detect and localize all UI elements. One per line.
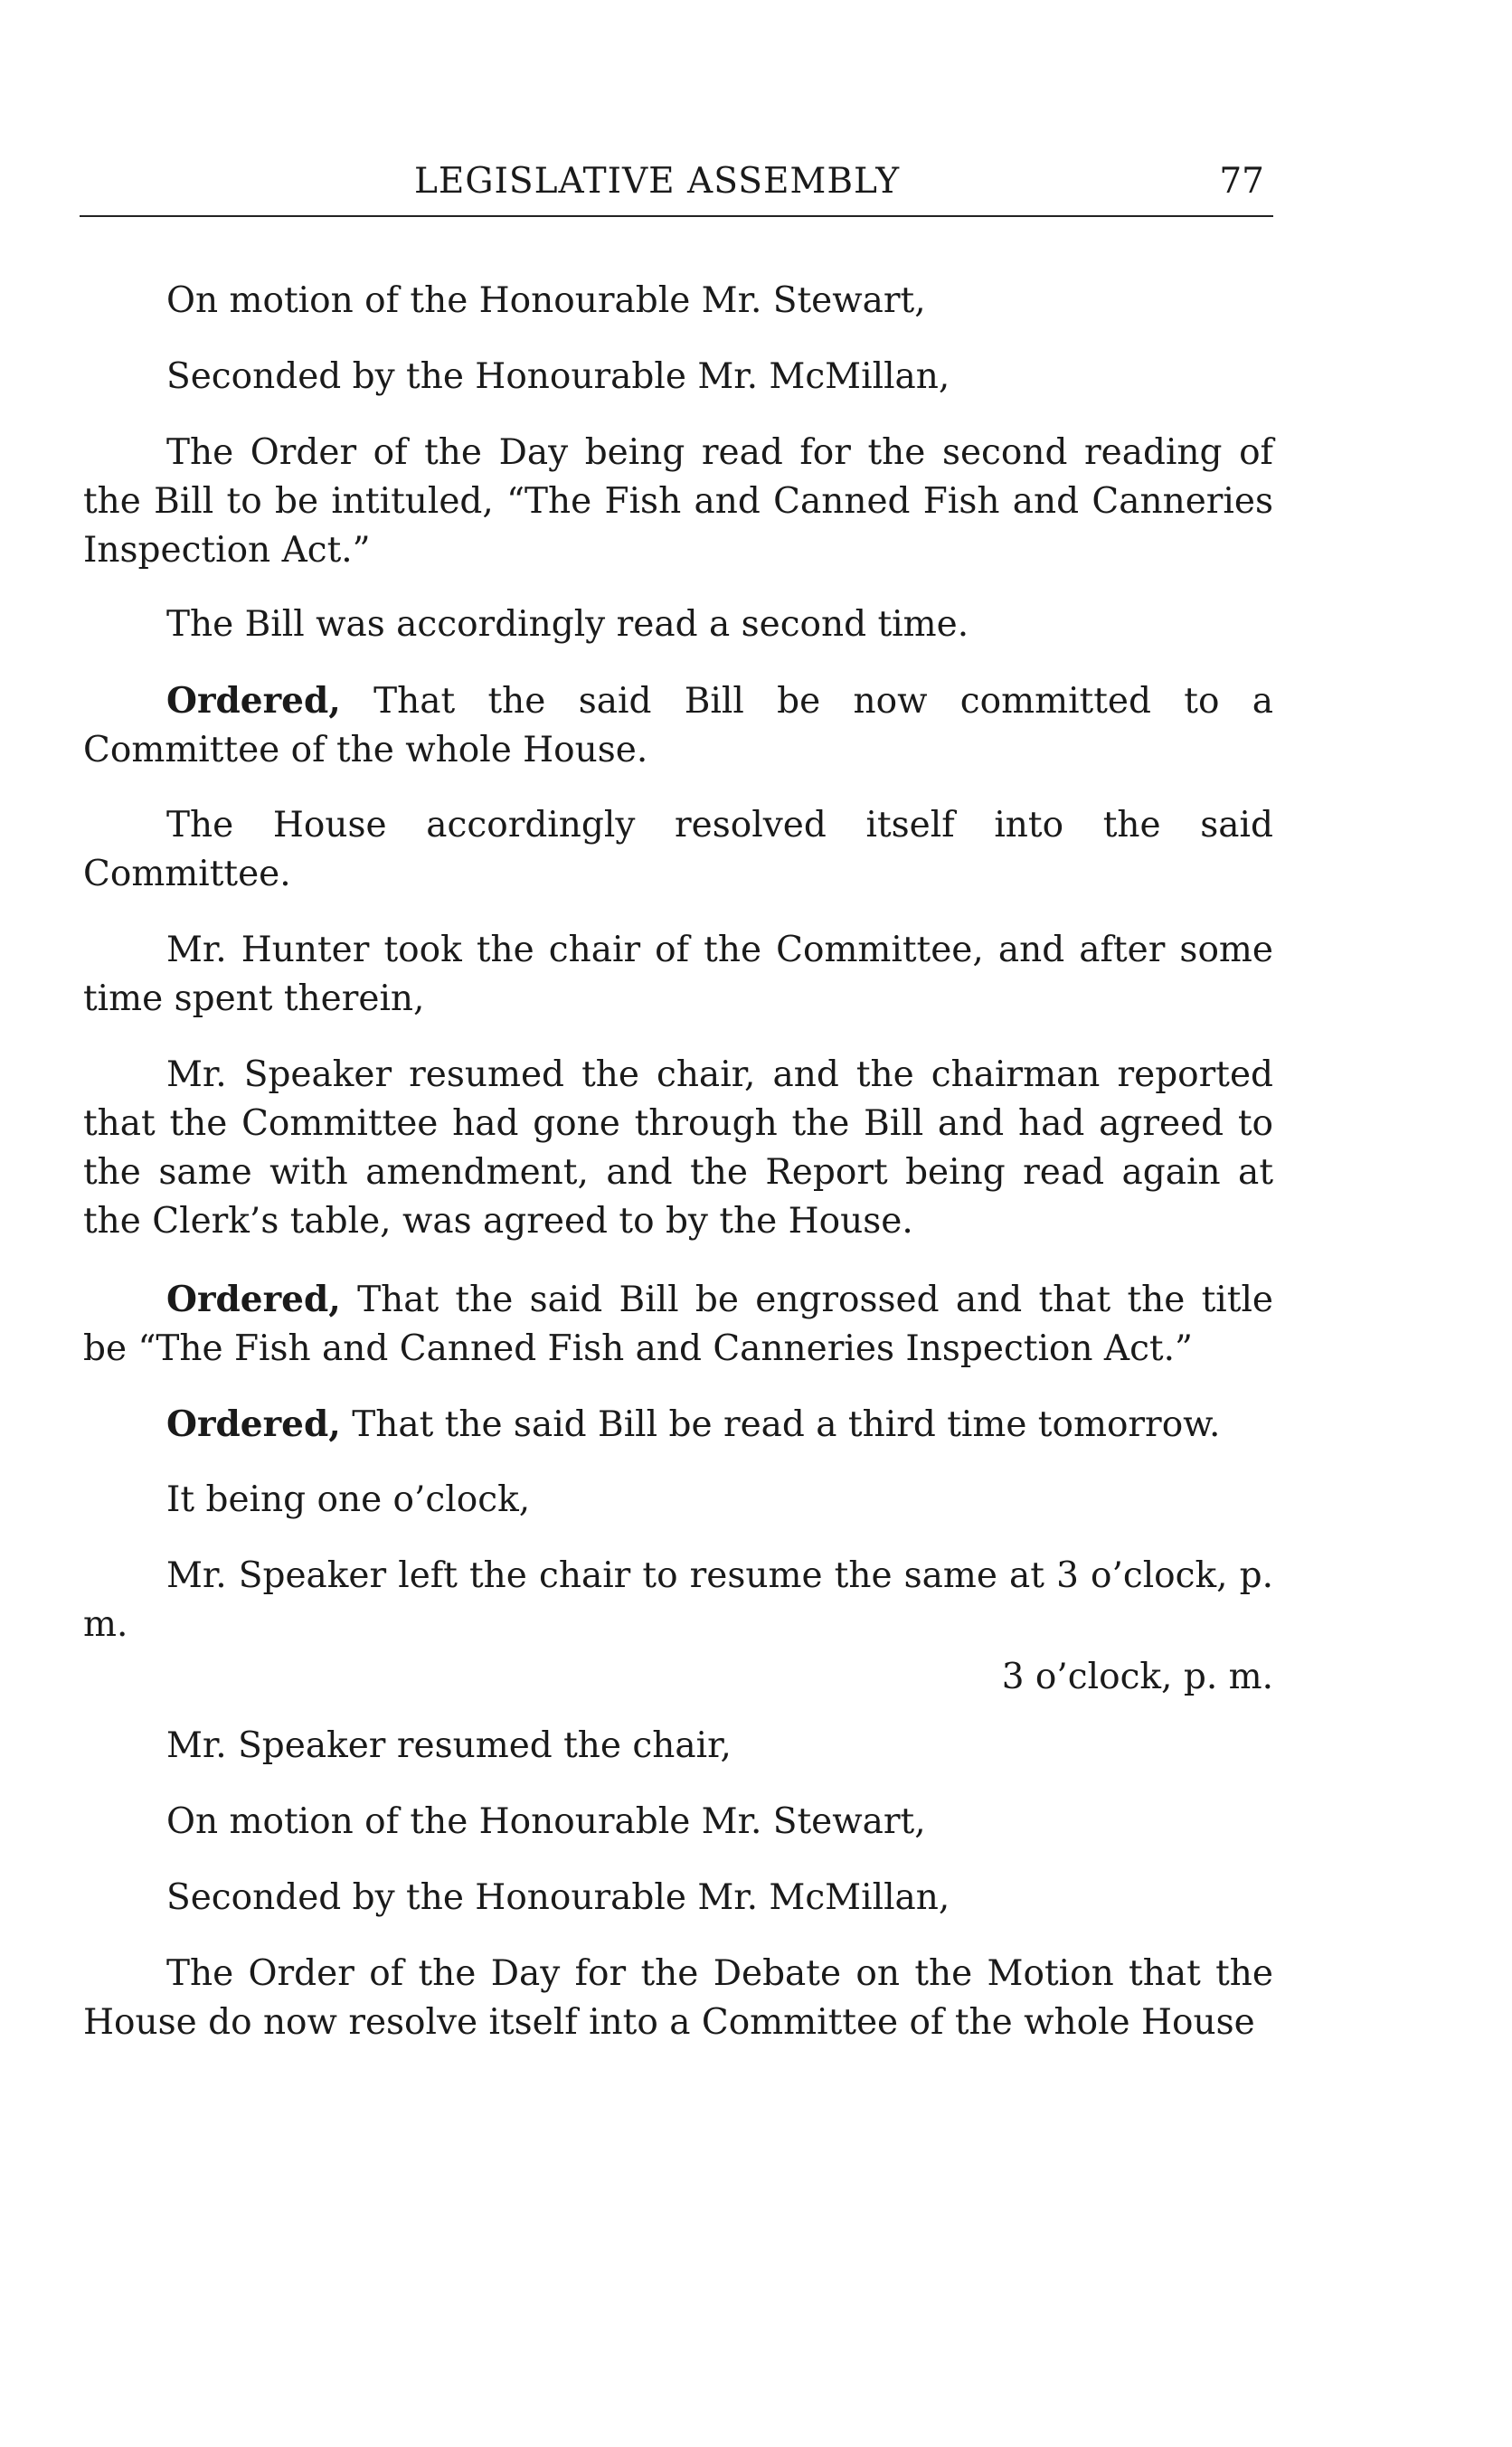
ordered-text: That the said Bill be engrossed and that the title be “The Fish and Canned Fish and Canneries Inspection Act.” bbox=[83, 1280, 1273, 1369]
paragraph-ordered-engrossed bbox=[83, 1275, 1273, 1374]
ordered-label: Ordered, bbox=[166, 680, 341, 722]
ordered-label: Ordered, bbox=[166, 1403, 341, 1445]
paragraph-ordered-third-reading bbox=[83, 1400, 1273, 1450]
paragraph-hunter-chair: Mr. Hunter took the chair of the Committee, and after some time spent therein, bbox=[83, 930, 1273, 1019]
ordered-text: That the said Bill be now committed to a Committee of the whole House. bbox=[83, 681, 1273, 770]
paragraph-ordered-committed bbox=[83, 676, 1273, 775]
page-number: 77 bbox=[1219, 161, 1264, 202]
paragraph-speaker-resumed: Mr. Speaker resumed the chair, bbox=[166, 1725, 732, 1766]
paragraph-read-second-time: The Bill was accordingly read a second time. bbox=[166, 604, 969, 645]
paragraph-seconded-2: Seconded by the Honourable Mr. McMillan, bbox=[166, 1877, 950, 1918]
paragraph-order-debate: The Order of the Day for the Debate on the Motion that the House do now resolve itself into a Committee of the whole House bbox=[83, 1953, 1273, 2043]
time-stamp: 3 o’clock, p. m. bbox=[1001, 1657, 1273, 1697]
paragraph-motion-2: On motion of the Honourable Mr. Stewart, bbox=[166, 1801, 926, 1842]
paragraph-order-second-reading: The Order of the Day being read for the second reading of the Bill to be intituled, “The Fish and Canned Fish and Canneries Inspection Act.” bbox=[83, 432, 1273, 571]
page-header bbox=[80, 152, 1273, 206]
running-head: LEGISLATIVE ASSEMBLY bbox=[414, 161, 901, 202]
ordered-label: Ordered, bbox=[166, 1279, 341, 1320]
paragraph-resolved-committee: The House accordingly resolved itself into the said Committee. bbox=[83, 805, 1273, 894]
ordered-text: That the said Bill be read a third time tomorrow. bbox=[340, 1404, 1221, 1445]
paragraph-seconded-1: Seconded by the Honourable Mr. McMillan, bbox=[166, 356, 950, 397]
paragraph-one-oclock: It being one o’clock, bbox=[166, 1479, 531, 1520]
paragraph-speaker-left-chair: Mr. Speaker left the chair to resume the same at 3 o’clock, p. m. bbox=[83, 1555, 1273, 1645]
header-rule bbox=[80, 215, 1273, 217]
paragraph-speaker-resumed-report: Mr. Speaker resumed the chair, and the chairman reported that the Committee had gone through the Bill and had agreed to the same with amendment, and the Report being read again at the Clerk’s table, was agreed to by the House. bbox=[83, 1054, 1273, 1242]
paragraph-motion-1: On motion of the Honourable Mr. Stewart, bbox=[166, 280, 926, 321]
